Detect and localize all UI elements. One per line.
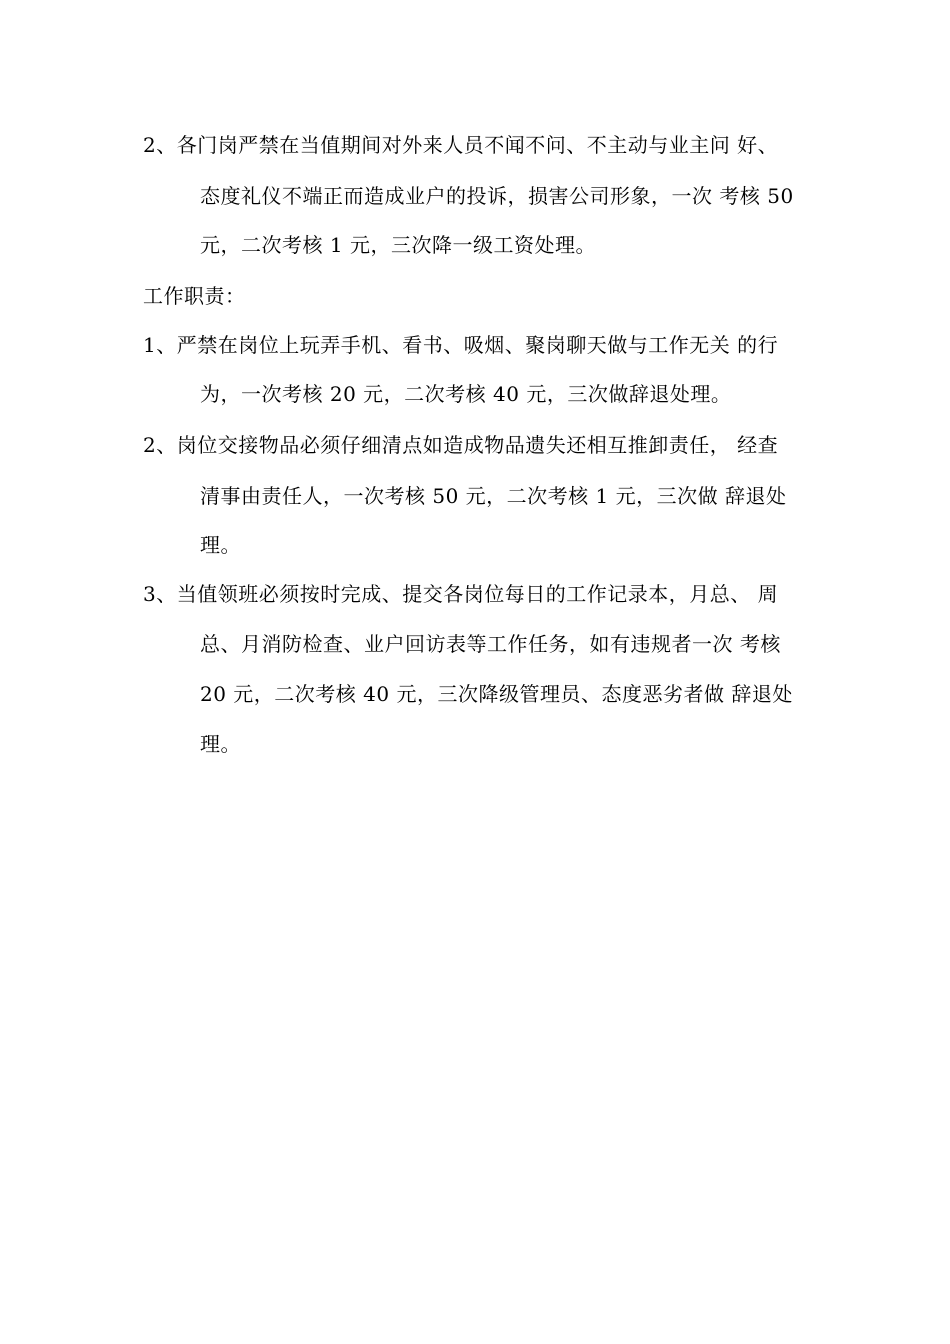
rule-item-2-line-3: 元，二次考核 1 元，三次降一级工资处理。 (200, 233, 596, 257)
rule-item-2-line-2: 态度礼仪不端正而造成业户的投诉，损害公司形象，一次 考核 50 (200, 184, 794, 208)
duty-3-line-2: 总、月消防检查、业户回访表等工作任务，如有违规者一次 考核 (200, 632, 781, 656)
duty-2-line-1: 2、岗位交接物品必须仔细清点如造成物品遗失还相互推卸责任， 经查 (143, 433, 779, 457)
rule-item-2-line-1: 2、各门岗严禁在当值期间对外来人员不闻不问、不主动与业主问 好、 (143, 133, 779, 157)
duty-3-line-4: 理。 (200, 732, 241, 756)
duty-2-line-2: 清事由责任人，一次考核 50 元，二次考核 1 元，三次做 辞退处 (200, 484, 787, 508)
duty-1-line-2: 为，一次考核 20 元，二次考核 40 元，三次做辞退处理。 (200, 382, 732, 406)
duty-3-line-1: 3、当值领班必须按时完成、提交各岗位每日的工作记录本，月总、 周 (143, 582, 779, 606)
duty-3-line-3: 20 元，二次考核 40 元，三次降级管理员、态度恶劣者做 辞退处 (200, 682, 793, 706)
section-heading: 工作职责： (143, 284, 246, 308)
duty-1-line-1: 1、严禁在岗位上玩弄手机、看书、吸烟、聚岗聊天做与工作无关 的行 (143, 333, 779, 357)
duty-2-line-3: 理。 (200, 533, 241, 557)
